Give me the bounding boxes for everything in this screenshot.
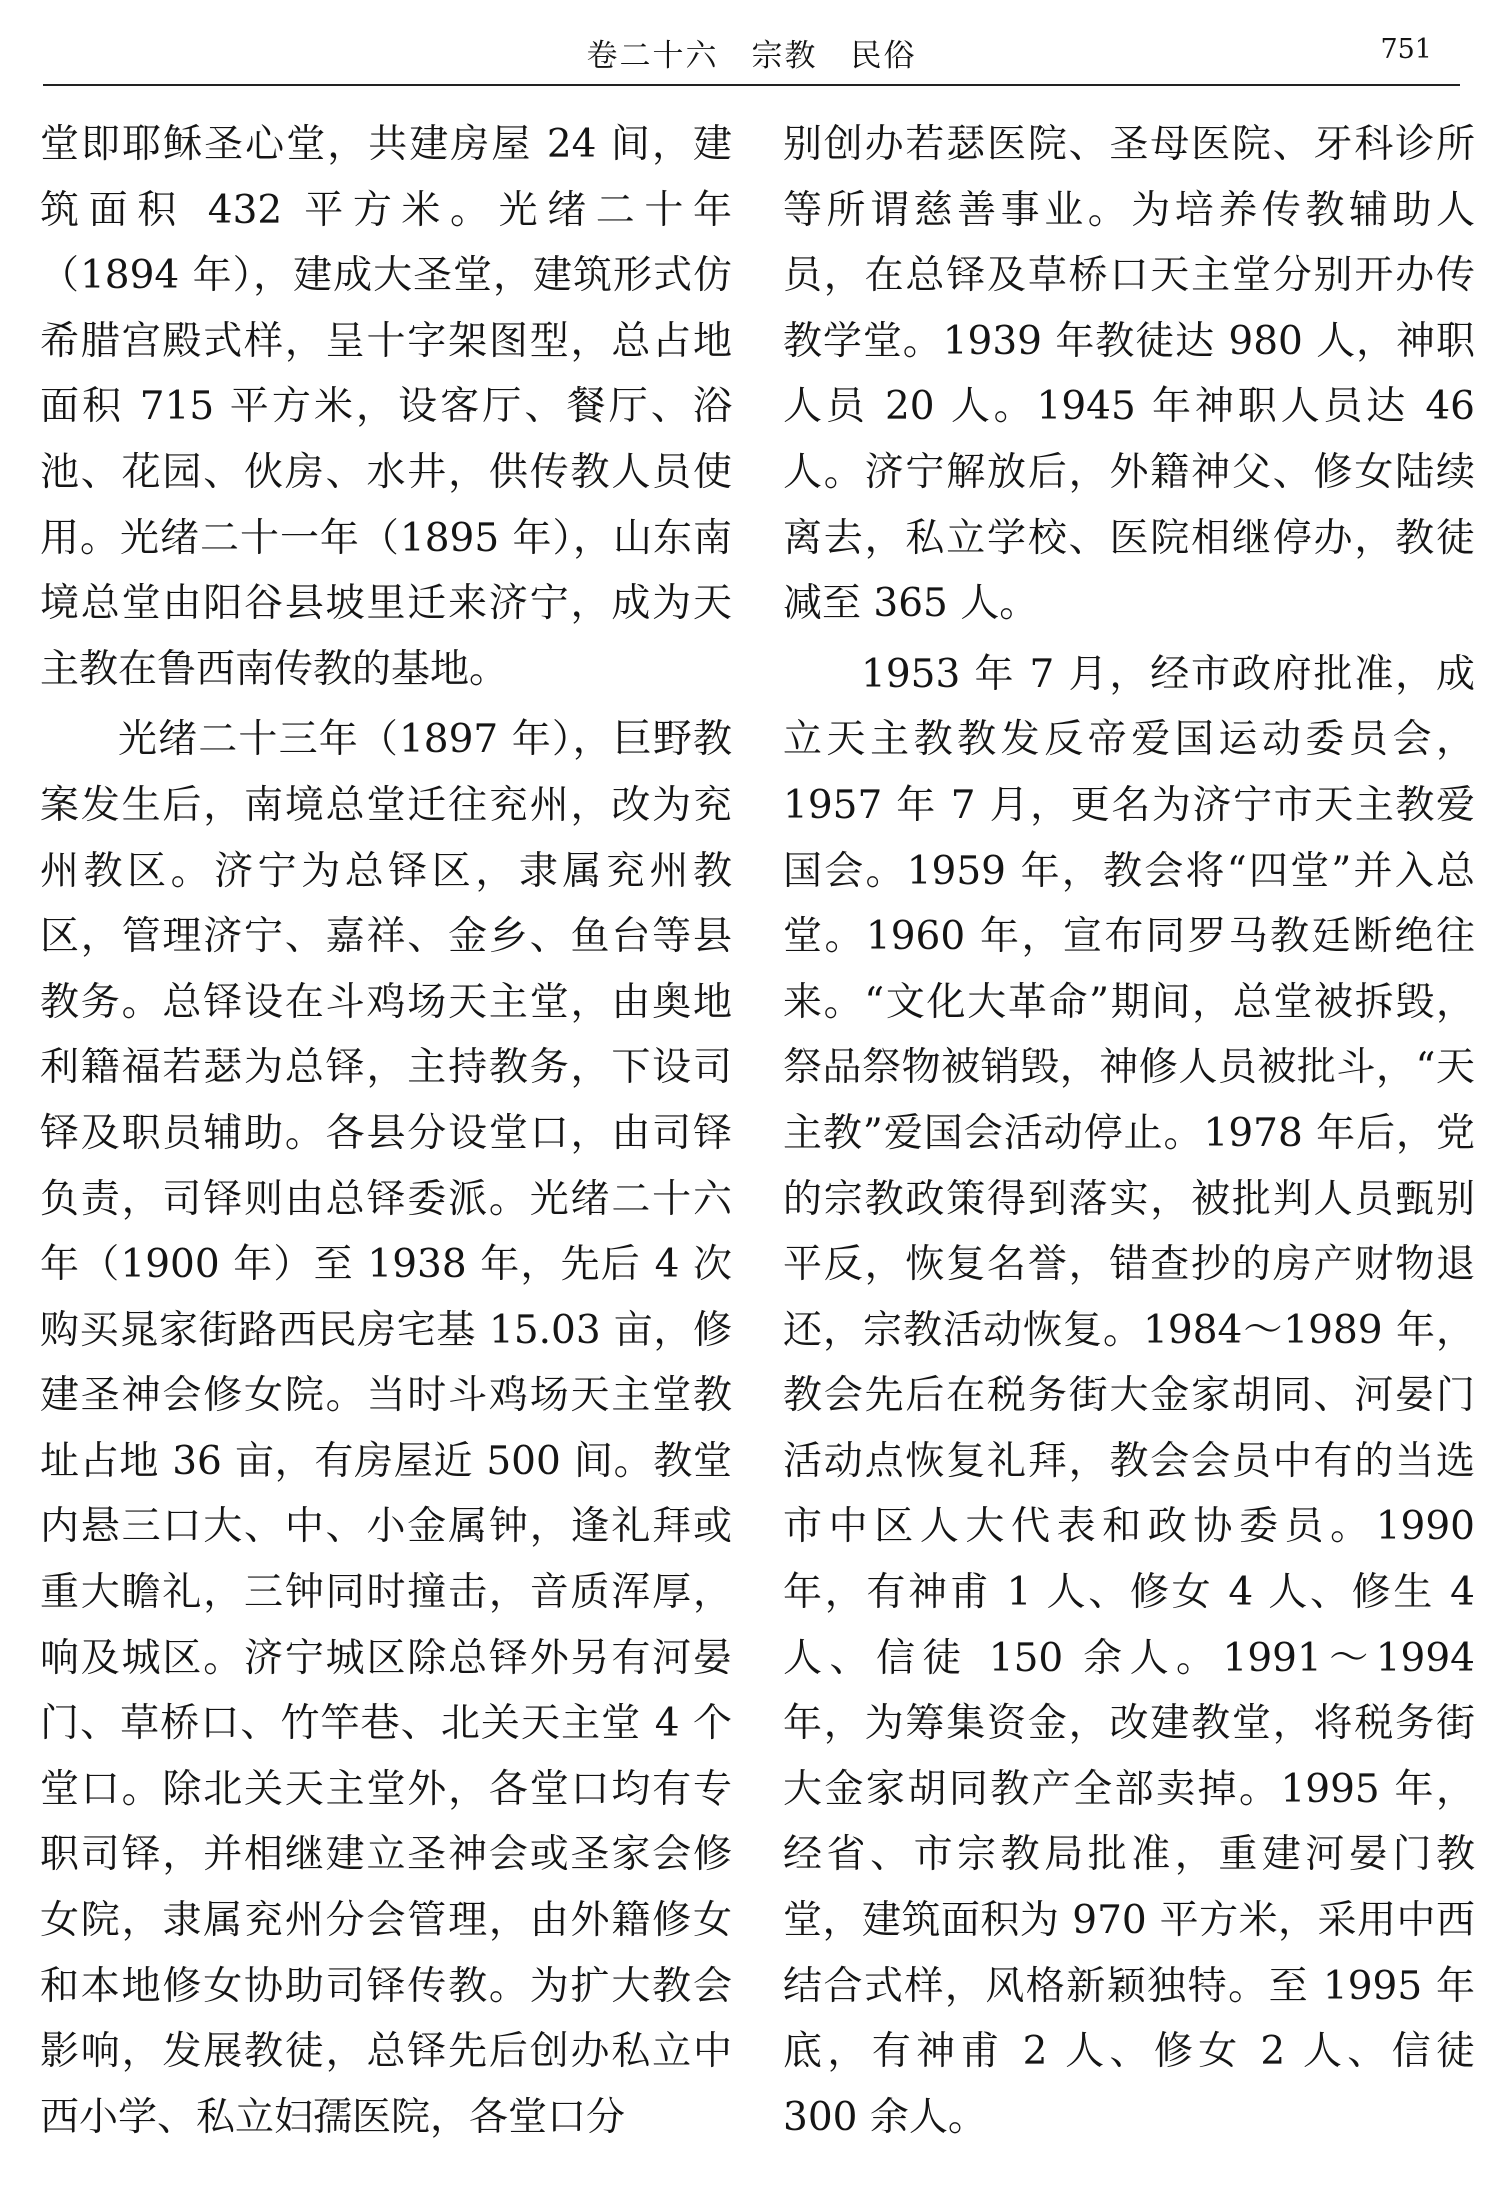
running-header [43,22,1460,86]
right-column [783,112,1475,2150]
paragraph: 光绪二十三年（1897 年），巨野教案发生后，南境总堂迁往兖州，改为兖州教区。济宁为总铎区，隶属兖州教区，管理济宁、嘉祥、金乡、鱼台等县教务。总铎设在斗鸡场天主堂，由奥地利籍福若瑟为总铎，主持教务，下设司铎及职员辅助。各县分设堂口，由司铎负责，司铎则由总铎委派。光绪二十六年（1900 年）至 1938 年，先后 4 次购买晁家街路西民房宅基 15.03 亩，修建圣神会修女院。当时斗鸡场天主堂教址占地 36 亩，有房屋近 500 间。教堂内悬三口大、中、小金属钟，逢礼拜或重大瞻礼，三钟同时撞击，音质浑厚，响及城区。济宁城区除总铎外另有河晏门、草桥口、竹竿巷、北关天主堂 4 个堂口。除北关天主堂外，各堂口均有专职司铎，并相继建立圣神会或圣家会修女院，隶属兖州分会管理，由外籍修女和本地修女协助司铎传教。为扩大教会影响，发展教徒，总铎先后创办私立中西小学、私立妇孺医院，各堂口分 [40,717,732,2140]
chapter-title: 卷二十六 宗教 民俗 [586,38,917,74]
paragraph: 1953 年 7 月，经市政府批准，成立天主教教发反帝爱国运动委员会，1957 年 7 月，更名为济宁市天主教爱国会。1959 年，教会将“四堂”并入总堂。1960 年，宣布同罗马教廷断绝往来。“文化大革命”期间，总堂被拆毁，祭品祭物被销毁，神修人员被批斗，“天主教”爱国会活动停止。1978 年后，党的宗教政策得到落实，被批判人员甄别平反，恢复名誉，错查抄的房产财物退还，宗教活动恢复。1984～1989 年，教会先后在税务街大金家胡同、河晏门活动点恢复礼拜，教会会员中有的当选市中区人大代表和政协委员。1990 年，有神甫 1 人、修女 4 人、修生 4 人、信徒 150 余人。1991～1994 年，为筹集资金，改建教堂，将税务街大金家胡同教产全部卖掉。1995 年，经省、市宗教局批准，重建河晏门教堂，建筑面积为 970 平方米，采用中西结合式样，风格新颖独特。至 1995 年底，有神甫 2 人、修女 2 人、信徒 300 余人。 [783,651,1475,2140]
paragraph-continued: 堂即耶稣圣心堂，共建房屋 24 间，建筑面积 432 平方米。光绪二十年（1894 年），建成大圣堂，建筑形式仿希腊宫殿式样，呈十字架图型，总占地面积 715 平方米，设客厅、餐厅、浴池、花园、伙房、水井，供传教人员使用。光绪二十一年（1895 年），山东南境总堂由阳谷县坡里迁来济宁，成为天主教在鲁西南传教的基地。 [40,122,732,692]
page-number: 751 [1380,34,1432,65]
paragraph-continued: 别创办若瑟医院、圣母医院、牙科诊所等所谓慈善事业。为培养传教辅助人员，在总铎及草桥口天主堂分别开办传教学堂。1939 年教徒达 980 人，神职人员 20 人。1945 年神职人员达 46 人。济宁解放后，外籍神父、修女陆续离去，私立学校、医院相继停办，教徒减至 365 人。 [783,122,1475,627]
left-column [40,112,732,2150]
